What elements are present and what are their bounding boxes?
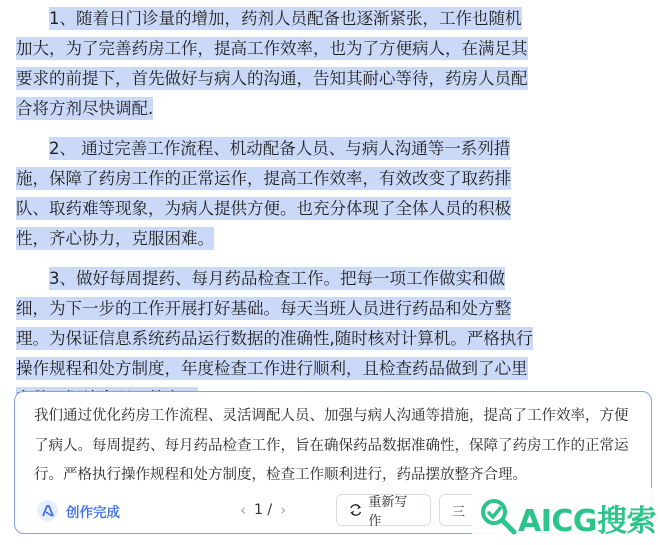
- ai-logo-icon: [37, 500, 58, 521]
- more-label: 三: [452, 504, 466, 520]
- paragraph-1[interactable]: [16, 4, 536, 124]
- paragraph-3-text[interactable]: 3、做好每周提药、每月药品检查工作。把每一项工作做实和做细，为下一步的工作开展打好基础。每天当班人员进行药品和处方整理。为保证信息系统药品运行数据的准确性,随时核对计算机。严格执行操作规程和处方制度，年度检查工作进行顺利，且检查药品做到了心里: [16, 267, 533, 410]
- result-pager: [240, 501, 286, 519]
- paragraph-1-text[interactable]: 1、随着日门诊量的增加，药剂人员配备也逐渐紧张，工作也随机加大，为了完善药房工作，提高工作效率，也为了方便病人，在满足其要求的前提下，首先做好与病人的沟通，告知其耐心等待，药房人员配合将方剂尽快调配.: [16, 9, 528, 118]
- rewrite-button[interactable]: [336, 494, 431, 529]
- document-body: [16, 4, 536, 424]
- paragraph-2[interactable]: [16, 134, 536, 254]
- chevron-right-icon[interactable]: ›: [280, 501, 287, 519]
- watermark: [472, 488, 660, 545]
- pager-label: 1 /: [254, 502, 273, 518]
- watermark-text: AICG搜索: [518, 504, 657, 539]
- ai-result-text: 我们通过优化药房工作流程、灵活调配人员、加强与病人沟通等措施，提高了工作效率，方便了病人。每周提药、每月药品检查工作，旨在确保药品数据准确性，保障了药房工作的正常运行。严格执行操作规程和处方制度，检查工作顺利进行，药品摆放整齐合理。: [34, 408, 629, 483]
- magnifier-icon: [476, 494, 520, 538]
- chevron-left-icon[interactable]: ‹: [240, 501, 246, 519]
- refresh-icon: [349, 503, 362, 517]
- rewrite-label: 重新写作: [368, 495, 408, 529]
- status-indicator: [37, 500, 120, 521]
- status-label: 创作完成: [66, 504, 120, 521]
- paragraph-2-text[interactable]: 2、 通过完善工作流程、机动配备人员、与病人沟通等一系列措施，保障了药房工作的正常运作，提高工作效率，有效改变了取药排队、取药难等现象，为病人提供方便。也充分体现了全体人员的积极性，齐心协力，克服困难。: [16, 139, 511, 248]
